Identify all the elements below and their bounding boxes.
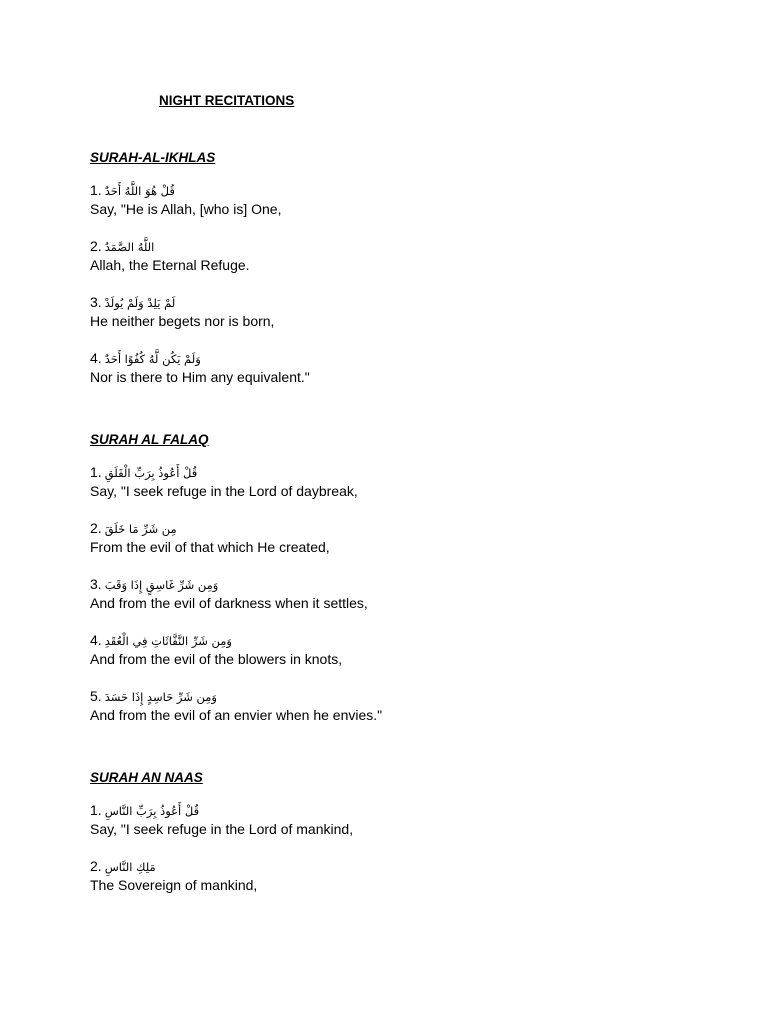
verse-number: 1. bbox=[90, 802, 102, 818]
verse bbox=[90, 574, 690, 613]
verse-translation: Nor is there to Him any equivalent." bbox=[90, 369, 310, 385]
section-surah-al-falaq bbox=[90, 431, 690, 725]
verse-arabic-text: قُلْ هُوَ اللَّهُ أَحَدٌ bbox=[104, 184, 175, 198]
verse-translation: From the evil of that which He created, bbox=[90, 539, 330, 555]
verse-translation: And from the evil of darkness when it settles, bbox=[90, 595, 368, 611]
verse-arabic-text: مَلِكِ النَّاسِ bbox=[104, 860, 156, 874]
verse-number: 1. bbox=[90, 464, 102, 480]
verse-arabic-line bbox=[90, 518, 690, 538]
verse-translation: Say, "I seek refuge in the Lord of mankind, bbox=[90, 821, 354, 837]
verse-number: 2. bbox=[90, 238, 102, 254]
section-surah-an-naas bbox=[90, 769, 690, 895]
verse-arabic-line bbox=[90, 630, 690, 650]
verse-translation: He neither begets nor is born, bbox=[90, 313, 275, 329]
verse bbox=[90, 462, 690, 501]
verse-translation: And from the evil of the blowers in knots, bbox=[90, 651, 343, 667]
verse-number: 1. bbox=[90, 182, 102, 198]
verse-arabic-line bbox=[90, 856, 690, 876]
verse-translation: The Sovereign of mankind, bbox=[90, 877, 258, 893]
verse-arabic-text: قُلْ أَعُوذُ بِرَبِّ النَّاسِ bbox=[104, 804, 200, 818]
verse bbox=[90, 236, 690, 275]
verse-number: 3. bbox=[90, 294, 102, 310]
section-heading: SURAH AN NAAS bbox=[90, 770, 203, 785]
verse-arabic-line bbox=[90, 574, 690, 594]
verse-arabic-line bbox=[90, 800, 690, 820]
verse-number: 5. bbox=[90, 688, 102, 704]
verse bbox=[90, 856, 690, 895]
verse-arabic-text: مِن شَرِّ مَا خَلَقَ bbox=[104, 522, 177, 536]
verse-translation: And from the evil of an envier when he envies." bbox=[90, 707, 383, 723]
verse-number: 4. bbox=[90, 350, 102, 366]
verse-arabic-text: وَمِن شَرِّ النَّفَّاثَاتِ فِي الْعُقَدِ bbox=[104, 634, 232, 648]
verse bbox=[90, 518, 690, 557]
verse bbox=[90, 630, 690, 669]
verse-number: 2. bbox=[90, 520, 102, 536]
verse-arabic-line bbox=[90, 348, 690, 368]
section-surah-al-ikhlas bbox=[90, 149, 690, 387]
verse-translation: Say, "He is Allah, [who is] One, bbox=[90, 201, 282, 217]
verse-arabic-line bbox=[90, 292, 690, 312]
document-title: NIGHT RECITATIONS bbox=[159, 93, 295, 108]
verse-translation: Say, "I seek refuge in the Lord of daybreak, bbox=[90, 483, 358, 499]
verse-arabic-text: وَمِن شَرِّ غَاسِقٍ إِذَا وَقَبَ bbox=[104, 578, 219, 592]
section-heading: SURAH-AL-IKHLAS bbox=[90, 150, 216, 165]
verse-number: 3. bbox=[90, 576, 102, 592]
verse-arabic-line bbox=[90, 236, 690, 256]
verse bbox=[90, 180, 690, 219]
verse-translation: Allah, the Eternal Refuge. bbox=[90, 257, 250, 273]
verse-arabic-text: قُلْ أَعُوذُ بِرَبِّ الْفَلَقِ bbox=[104, 466, 198, 480]
verse bbox=[90, 800, 690, 839]
verse-arabic-text: وَمِن شَرِّ حَاسِدٍ إِذَا حَسَدَ bbox=[104, 690, 217, 704]
verse-arabic-text: وَلَمْ يَكُن لَّهُ كُفُوًا أَحَدٌ bbox=[104, 352, 201, 366]
verse-arabic-text: لَمْ يَلِدْ وَلَمْ يُولَدْ bbox=[104, 296, 176, 310]
section-heading: SURAH AL FALAQ bbox=[90, 432, 209, 447]
verse-number: 2. bbox=[90, 858, 102, 874]
verse bbox=[90, 348, 690, 387]
verse-number: 4. bbox=[90, 632, 102, 648]
verse-arabic-text: اللَّهُ الصَّمَدُ bbox=[104, 240, 155, 254]
verse bbox=[90, 292, 690, 331]
verse-arabic-line bbox=[90, 180, 690, 200]
verse-arabic-line bbox=[90, 462, 690, 482]
verse bbox=[90, 686, 690, 725]
verse-arabic-line bbox=[90, 686, 690, 706]
